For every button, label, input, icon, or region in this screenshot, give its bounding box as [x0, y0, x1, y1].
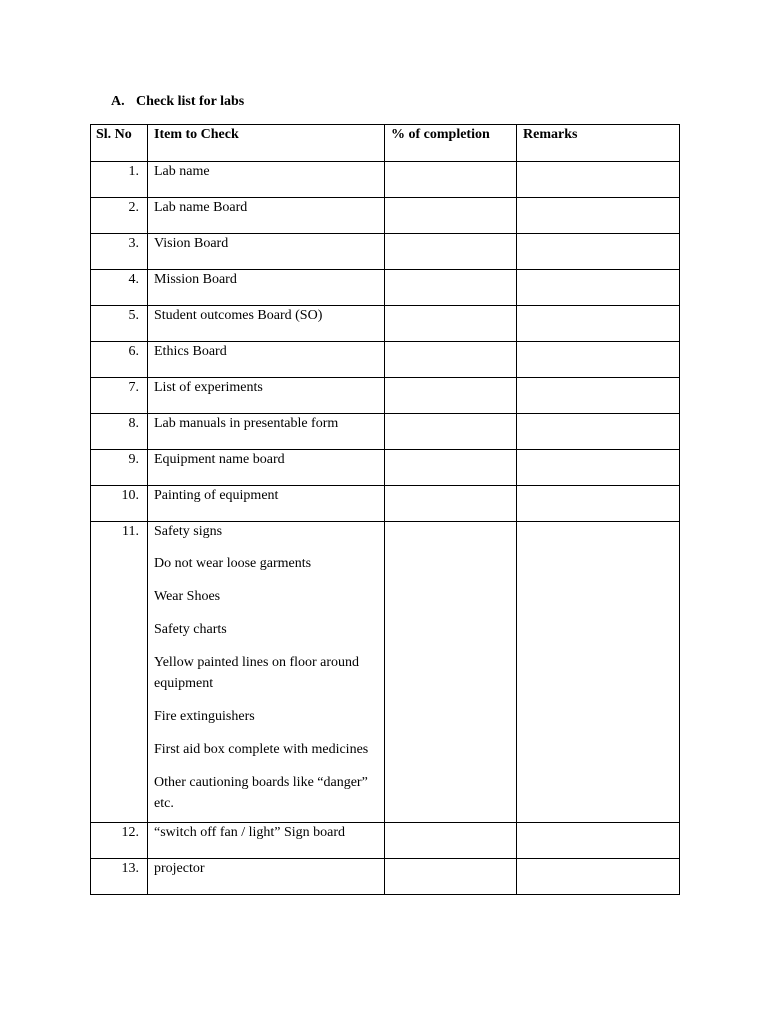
table-row [91, 486, 680, 522]
row-sl-number: 4. [91, 270, 148, 306]
remarks-cell[interactable] [517, 522, 680, 823]
safety-item: First aid box complete with medicines [154, 742, 369, 757]
safety-item: Safety charts [154, 622, 227, 637]
remarks-cell[interactable] [517, 823, 680, 859]
row-item: Lab name [148, 162, 385, 198]
remarks-cell[interactable] [517, 378, 680, 414]
row-item: “switch off fan / light” Sign board [148, 823, 385, 859]
row-sl-number: 2. [91, 198, 148, 234]
completion-cell[interactable] [385, 234, 517, 270]
row-sl-number: 9. [91, 450, 148, 486]
remarks-cell[interactable] [517, 450, 680, 486]
remarks-cell[interactable] [517, 306, 680, 342]
row-sl-number: 7. [91, 378, 148, 414]
section-title: Check list for labs [136, 94, 245, 109]
table-row [91, 306, 680, 342]
header-sl-no: Sl. No [91, 125, 148, 162]
row-sl-number: 12. [91, 823, 148, 859]
safety-item: Wear Shoes [154, 589, 221, 604]
row-sl-number: 5. [91, 306, 148, 342]
table-row-safety [91, 522, 680, 823]
completion-cell[interactable] [385, 450, 517, 486]
safety-item: Fire extinguishers [154, 709, 255, 724]
safety-item: Other cautioning boards like “danger” etc. [154, 775, 368, 811]
completion-cell[interactable] [385, 198, 517, 234]
table-row [91, 859, 680, 895]
section-heading [111, 93, 244, 111]
row-item: Equipment name board [148, 450, 385, 486]
row-item: Vision Board [148, 234, 385, 270]
safety-item: Safety signs [154, 524, 223, 539]
completion-cell[interactable] [385, 486, 517, 522]
row-item: Student outcomes Board (SO) [148, 306, 385, 342]
remarks-cell[interactable] [517, 342, 680, 378]
safety-items-list [148, 522, 385, 823]
completion-cell[interactable] [385, 162, 517, 198]
completion-cell[interactable] [385, 823, 517, 859]
table-row [91, 234, 680, 270]
table-row [91, 342, 680, 378]
row-item: Lab manuals in presentable form [148, 414, 385, 450]
row-sl-number: 13. [91, 859, 148, 895]
table-row [91, 270, 680, 306]
completion-cell[interactable] [385, 522, 517, 823]
remarks-cell[interactable] [517, 198, 680, 234]
table-row [91, 378, 680, 414]
remarks-cell[interactable] [517, 234, 680, 270]
row-sl-number: 1. [91, 162, 148, 198]
table-row [91, 198, 680, 234]
remarks-cell[interactable] [517, 270, 680, 306]
header-remarks: Remarks [517, 125, 680, 162]
row-item: List of experiments [148, 378, 385, 414]
row-sl-number: 3. [91, 234, 148, 270]
section-letter: A. [111, 94, 125, 109]
safety-item: Yellow painted lines on floor around equipment [154, 655, 360, 691]
table-row [91, 823, 680, 859]
table-row [91, 162, 680, 198]
remarks-cell[interactable] [517, 486, 680, 522]
table-row [91, 414, 680, 450]
remarks-cell[interactable] [517, 162, 680, 198]
completion-cell[interactable] [385, 306, 517, 342]
completion-cell[interactable] [385, 859, 517, 895]
completion-cell[interactable] [385, 414, 517, 450]
completion-cell[interactable] [385, 378, 517, 414]
row-sl-number: 11. [91, 522, 148, 823]
row-item: Ethics Board [148, 342, 385, 378]
header-item-to-check: Item to Check [148, 125, 385, 162]
remarks-cell[interactable] [517, 414, 680, 450]
completion-cell[interactable] [385, 342, 517, 378]
completion-cell[interactable] [385, 270, 517, 306]
row-item: projector [148, 859, 385, 895]
safety-item: Do not wear loose garments [154, 556, 312, 571]
row-sl-number: 8. [91, 414, 148, 450]
row-sl-number: 10. [91, 486, 148, 522]
lab-checklist-table [90, 124, 680, 895]
header-completion: % of completion [385, 125, 517, 162]
row-item: Mission Board [148, 270, 385, 306]
remarks-cell[interactable] [517, 859, 680, 895]
table-header-row [91, 125, 680, 162]
row-item: Painting of equipment [148, 486, 385, 522]
row-item: Lab name Board [148, 198, 385, 234]
row-sl-number: 6. [91, 342, 148, 378]
table-row [91, 450, 680, 486]
